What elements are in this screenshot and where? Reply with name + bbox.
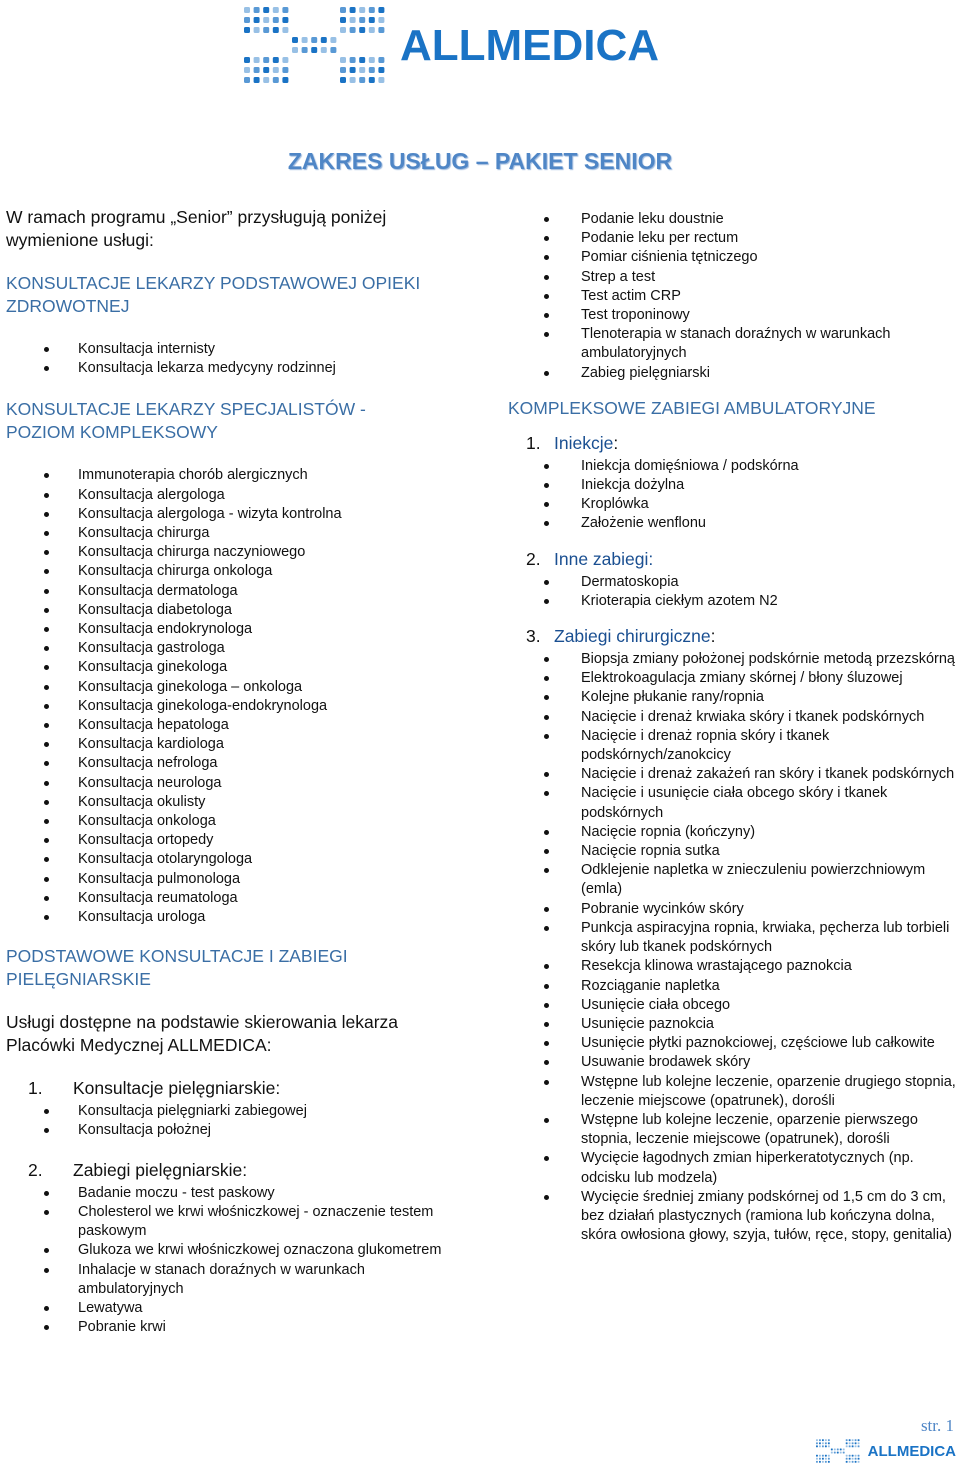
list-item: Usuwanie brodawek skóry [508,1053,960,1072]
list-item: Resekcja klinowa wrastającego paznokcia [508,957,960,976]
subsection-surgical [508,625,960,648]
list-item: Nacięcie ropnia sutka [508,842,960,861]
list-item: Dermatoskopia [508,573,960,592]
section-heading-ambulatory: KOMPLEKSOWE ZABIEGI AMBULATORYJNE [508,397,876,418]
list-item: Konsultacja alergologa [6,486,476,505]
list-item: Konsultacja hepatologa [6,716,476,735]
list-item: Cholesterol we krwi włośniczkowej - oznaczenie testem paskowym [6,1203,446,1241]
list-nursing-procedures-cont [508,210,948,383]
list-item: Biopsja zmiany położonej podskórnie metodą przezskórną [508,650,960,669]
list-poz [6,340,476,378]
list-item: Podanie leku per rectum [508,229,948,248]
subsection-label-suffix: : [710,626,716,647]
list-item: Konsultacja reumatologa [6,889,476,908]
list-item: Odklejenie napletka w znieczuleniu powierzchniowym (emla) [508,861,960,899]
subsection-injections [508,432,960,455]
subsection-number: 2. [526,548,541,569]
section-heading-nursing: PODSTAWOWE KONSULTACJE I ZABIEGI PIELĘGNIARSKIE [6,946,348,990]
list-item: Konsultacja ginekologa [6,658,476,677]
left-column [6,206,476,1357]
list-item: Strep a test [508,268,948,287]
list-item: Nacięcie i usunięcie ciała obcego skóry i tkanek podskórnych [508,784,960,822]
right-column [508,210,960,1265]
list-item: Pobranie krwi [6,1318,446,1337]
list-item: Wstępne lub kolejne leczenie, oparzenie drugiego stopnia, leczenie miejscowe (opatrunek), dorośli [508,1073,960,1111]
list-item: Glukoza we krwi włośniczkowej oznaczona glukometrem [6,1241,446,1260]
list-item: Badanie moczu - test paskowy [6,1184,446,1203]
list-item: Konsultacja pielęgniarki zabiegowej [6,1102,476,1121]
list-item: Usunięcie płytki paznokciowej, częściowe lub całkowite [508,1034,960,1053]
list-injections [508,457,960,534]
list-item: Konsultacja onkologa [6,812,476,831]
list-item: Rozciąganie napletka [508,977,960,996]
list-item: Wycięcie średniej zmiany podskórnej od 1,5 cm do 3 cm, bez działań plastycznych (ramiona lub kończyna dolna, skóra owłosiona głowy, szyja, tułów, ręce, stopy, genitalia) [508,1188,960,1246]
list-item: Nacięcie i drenaż krwiaka skóry i tkanek podskórnych [508,708,960,727]
section-heading-specialists: KONSULTACJE LEKARZY SPECJALISTÓW - POZIOM KOMPLEKSOWY [6,399,366,443]
list-item: Wycięcie łagodnych zmian hiperkeratotycznych (np. odcisku lub modzela) [508,1149,960,1187]
footer-logo-text: ALLMEDICA [867,1442,956,1460]
list-item: Pomiar ciśnienia tętniczego [508,248,948,267]
list-item: Usunięcie paznokcia [508,1015,960,1034]
allmedica-logo [240,0,659,90]
subsection-nursing-consult [6,1077,476,1100]
list-item: Test troponinowy [508,306,948,325]
list-item: Kroplówka [508,495,960,514]
list-item: Lewatywa [6,1299,446,1318]
list-item: Iniekcja domięśniowa / podskórna [508,457,960,476]
list-item: Konsultacja okulisty [6,793,476,812]
list-item: Konsultacja endokrynologa [6,620,476,639]
list-item: Nacięcie i drenaż zakażeń ran skóry i tkanek podskórnych [508,765,960,784]
dot-cross-logo-icon [814,1438,862,1464]
list-item: Konsultacja chirurga naczyniowego [6,543,476,562]
list-item: Konsultacja otolaryngologa [6,850,476,869]
list-item: Konsultacja kardiologa [6,735,476,754]
subsection-label: Zabiegi pielęgniarskie: [73,1159,248,1180]
list-item: Tlenoterapia w stanach doraźnych w warunkach ambulatoryjnych [508,325,948,363]
referral-note: Usługi dostępne na podstawie skierowania lekarza Placówki Medycznej ALLMEDICA: [6,1012,399,1056]
list-item: Immunoterapia chorób alergicznych [6,466,476,485]
list-item: Iniekcja dożylna [508,476,960,495]
list-item: Konsultacja chirurga onkologa [6,562,476,581]
list-item: Konsultacja dermatologa [6,582,476,601]
list-item: Nacięcie i drenaż ropnia skóry i tkanek podskórnych/zanokcicy [508,727,960,765]
list-nursing-consult [6,1102,476,1140]
list-item: Kolejne płukanie rany/ropnia [508,688,960,707]
subsection-label [554,625,715,648]
list-item: Konsultacja pulmonologa [6,870,476,889]
intro-text: W ramach programu „Senior” przysługują poniżej wymienione usługi: [6,207,387,250]
subsection-other [508,548,960,571]
list-item: Wstępne lub kolejne leczenie, oparzenie pierwszego stopnia, leczenie miejscowe (opatrunek), dorośli [508,1111,960,1149]
list-item: Konsultacja chirurga [6,524,476,543]
list-item: Punkcja aspiracyjna ropnia, krwiaka, pęcherza lub torbieli skóry lub tkanek podskórnych [508,919,960,957]
list-item: Konsultacja położnej [6,1121,476,1140]
list-item: Konsultacja ginekologa-endokrynologa [6,697,476,716]
list-item: Inhalacje w stanach doraźnych w warunkach ambulatoryjnych [6,1261,446,1299]
subsection-label-suffix: : [613,432,619,453]
subsection-number: 1. [526,432,541,453]
list-item: Nacięcie ropnia (kończyny) [508,823,960,842]
list-item: Założenie wenflonu [508,514,960,533]
subsection-number: 3. [526,626,541,647]
subsection-label [554,432,618,455]
logo-text: ALLMEDICA [400,21,660,70]
subsection-label: Konsultacje pielęgniarskie: [73,1078,281,1099]
subsection-label: Inne zabiegi: [554,548,654,569]
list-item: Konsultacja ortopedy [6,831,476,850]
list-item: Podanie leku doustnie [508,210,948,229]
list-item: Elektrokoagulacja zmiany skórnej / błony śluzowej [508,669,960,688]
list-item: Konsultacja ginekologa – onkologa [6,678,476,697]
list-item: Konsultacja nefrologa [6,754,476,773]
list-surgical [508,650,960,1245]
list-item: Konsultacja gastrologa [6,639,476,658]
list-item: Zabieg pielęgniarski [508,364,948,383]
dot-cross-logo-icon [240,3,390,87]
list-item: Konsultacja diabetologa [6,601,476,620]
subsection-label-text: Iniekcje [554,432,614,453]
list-item: Konsultacja lekarza medycyny rodzinnej [6,359,476,378]
footer-logo [814,1438,956,1464]
page-number: str. 1 [920,1416,954,1435]
subsection-number: 2. [28,1159,43,1180]
page-title: ZAKRES USŁUG – PAKIET SENIOR [287,148,673,174]
section-heading-poz: KONSULTACJE LEKARZY PODSTAWOWEJ OPIEKI ZDROWOTNEJ [6,273,421,316]
list-item: Konsultacja urologa [6,908,476,927]
list-specialists [6,466,476,927]
list-item: Konsultacja internisty [6,340,476,359]
list-item: Usunięcie ciała obcego [508,996,960,1015]
list-item: Krioterapia ciekłym azotem N2 [508,592,960,611]
list-item: Test actim CRP [508,287,948,306]
list-item: Pobranie wycinków skóry [508,900,960,919]
subsection-number: 1. [28,1078,43,1099]
subsection-nursing-procedures [6,1159,476,1182]
list-item: Konsultacja neurologa [6,774,476,793]
list-other [508,573,960,611]
list-item: Konsultacja alergologa - wizyta kontrolna [6,505,476,524]
subsection-label-text: Zabiegi chirurgiczne [554,626,711,647]
list-nursing-procedures [6,1184,446,1338]
